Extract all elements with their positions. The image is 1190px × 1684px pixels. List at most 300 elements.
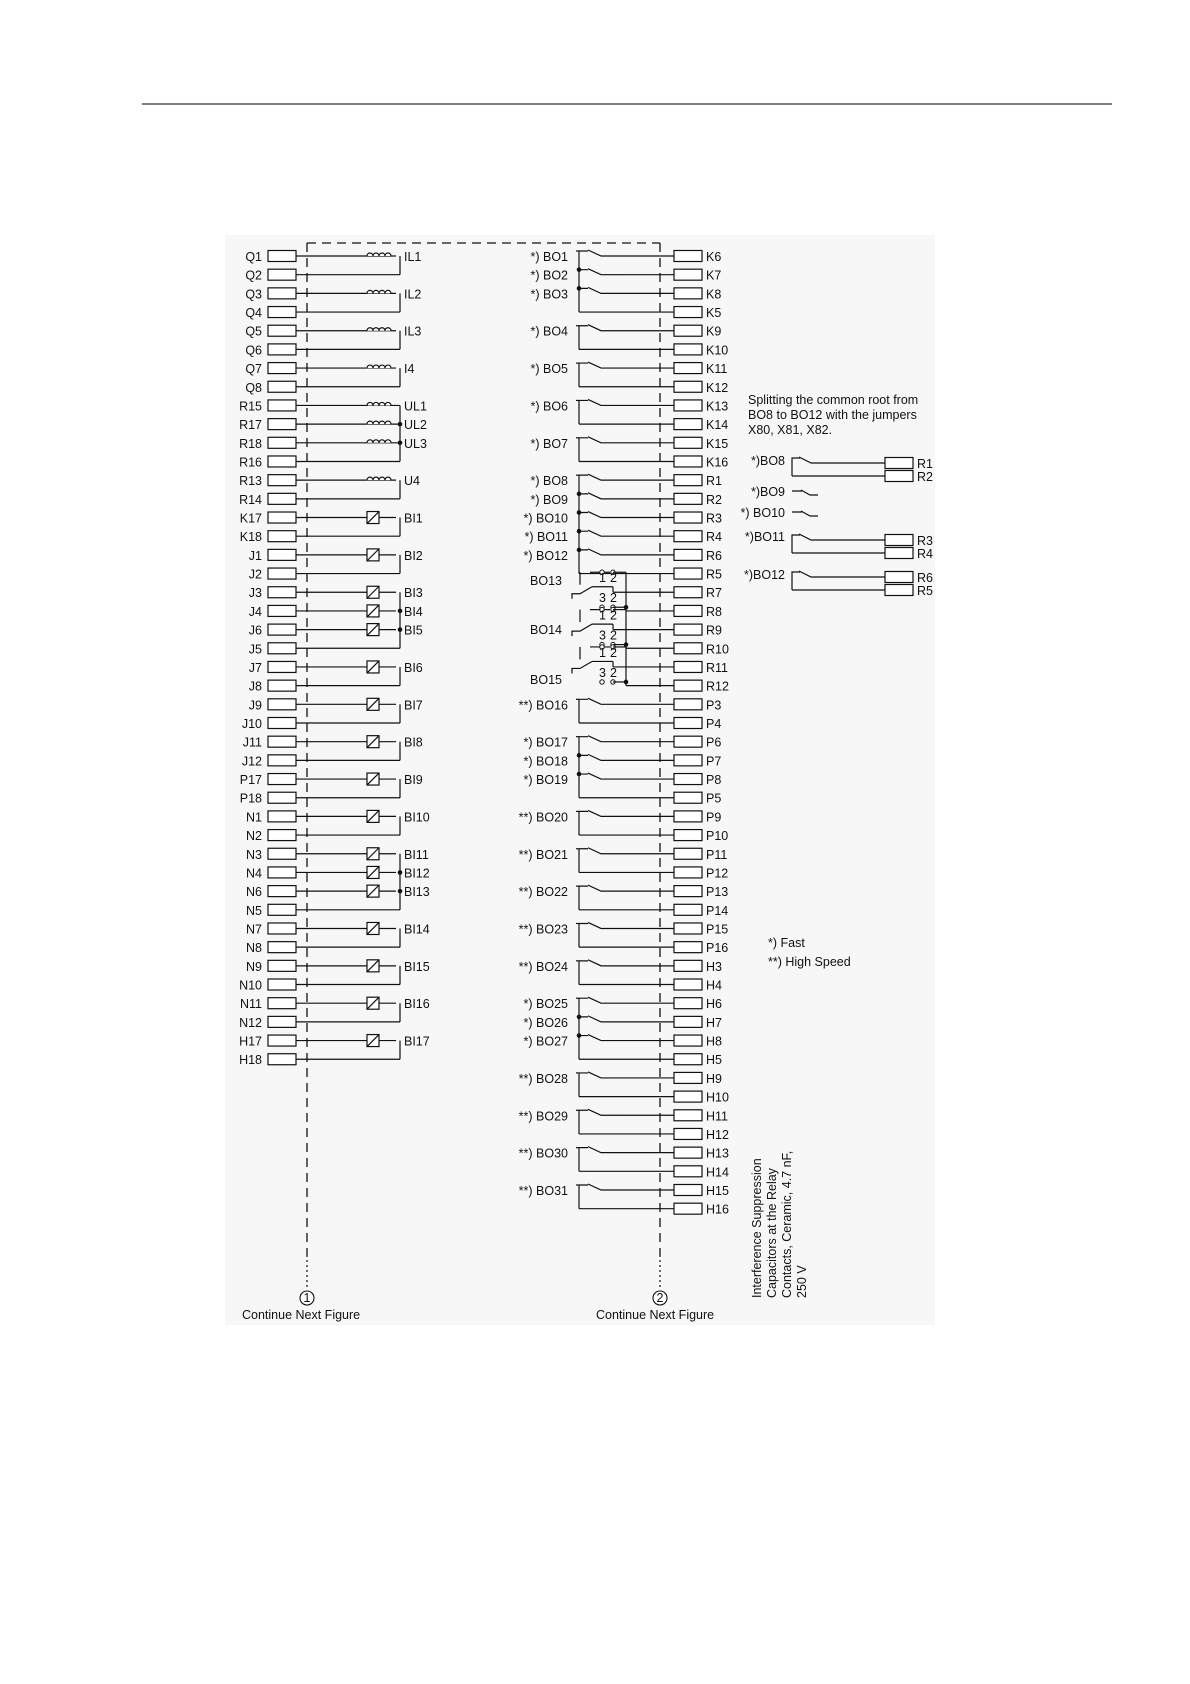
input-label: BI9 bbox=[404, 773, 423, 788]
input-label: BI12 bbox=[404, 866, 430, 881]
terminal-box bbox=[674, 493, 702, 504]
output-label bbox=[530, 269, 568, 283]
output-label bbox=[524, 512, 569, 526]
output-label bbox=[519, 922, 568, 936]
terminal-label: K8 bbox=[706, 287, 722, 302]
terminal-label: N4 bbox=[246, 866, 262, 881]
output-name: BO25 bbox=[536, 997, 568, 1012]
input-label: BI5 bbox=[404, 623, 423, 638]
terminal-box bbox=[268, 661, 296, 672]
input-label: BI8 bbox=[404, 735, 423, 750]
output-name: BO10 bbox=[536, 511, 568, 526]
jumper-pin-label: 3 bbox=[599, 591, 606, 606]
output-label bbox=[519, 1147, 568, 1161]
terminal-label: K5 bbox=[706, 306, 722, 321]
terminal-box bbox=[674, 755, 702, 766]
output-label bbox=[524, 549, 569, 563]
output-label: BO13 bbox=[530, 574, 562, 588]
output-label bbox=[524, 1035, 569, 1049]
junction-dot bbox=[624, 642, 629, 647]
terminal-box bbox=[674, 1166, 702, 1177]
terminal-box bbox=[268, 1016, 296, 1027]
terminal-box bbox=[268, 605, 296, 616]
terminal-label: N6 bbox=[246, 885, 262, 900]
terminal-box bbox=[674, 718, 702, 729]
jumper-pin-label: 3 bbox=[599, 665, 606, 680]
jumper-pin-label: 1 bbox=[599, 608, 606, 623]
jumper-pin-label: 2 bbox=[610, 665, 617, 680]
terminal-label: H3 bbox=[706, 959, 722, 974]
terminal-box bbox=[268, 363, 296, 374]
terminal-label: Q3 bbox=[245, 287, 262, 302]
terminal-box bbox=[268, 437, 296, 448]
input-label: BI13 bbox=[404, 885, 430, 900]
terminal-label: K17 bbox=[239, 511, 262, 526]
terminal-box bbox=[268, 568, 296, 579]
input-label: U4 bbox=[404, 474, 420, 489]
terminal-label: P10 bbox=[706, 829, 729, 844]
terminal-box bbox=[268, 269, 296, 280]
terminal-box bbox=[268, 493, 296, 504]
input-label: UL1 bbox=[404, 399, 427, 414]
terminal-box bbox=[268, 288, 296, 299]
terminal-box bbox=[268, 549, 296, 560]
terminal-label: H8 bbox=[706, 1034, 722, 1049]
terminal-label: P8 bbox=[706, 773, 722, 788]
terminal-label: R6 bbox=[706, 548, 722, 563]
terminal-box bbox=[268, 811, 296, 822]
terminal-box bbox=[268, 923, 296, 934]
output-prefix: *) bbox=[530, 287, 543, 302]
terminal-label: K6 bbox=[706, 250, 722, 264]
terminal-label: P9 bbox=[706, 810, 722, 825]
input-label: UL2 bbox=[404, 418, 427, 433]
terminal-box bbox=[674, 1035, 702, 1046]
terminal-box bbox=[674, 456, 702, 467]
output-name: BO2 bbox=[542, 268, 568, 283]
input-label: IL3 bbox=[404, 324, 422, 339]
output-prefix: **) bbox=[518, 1109, 537, 1124]
terminal-label: J1 bbox=[248, 548, 262, 563]
output-prefix: *) bbox=[524, 530, 537, 545]
output-label bbox=[530, 493, 568, 507]
jumper-pin-label: 3 bbox=[599, 628, 606, 643]
terminal-label: H14 bbox=[706, 1165, 729, 1180]
terminal-box bbox=[674, 549, 702, 560]
terminal-box bbox=[674, 381, 702, 392]
terminal-label: K11 bbox=[706, 362, 728, 377]
output-label bbox=[519, 1184, 568, 1198]
output-label bbox=[530, 399, 568, 413]
terminal-label: Q6 bbox=[245, 343, 262, 358]
terminal-box bbox=[674, 1054, 702, 1065]
terminal-label: K9 bbox=[706, 324, 722, 339]
output-name: BO6 bbox=[542, 399, 568, 414]
output-name: BO30 bbox=[536, 1146, 568, 1161]
terminal-label: H13 bbox=[706, 1146, 729, 1161]
output-prefix: *) bbox=[530, 492, 543, 507]
terminal-box bbox=[268, 848, 296, 859]
output-label bbox=[530, 362, 568, 376]
input-label: BI2 bbox=[404, 548, 423, 563]
terminal-label: P6 bbox=[706, 735, 722, 750]
capacitor-note-line: Interference Suppression bbox=[750, 1158, 764, 1298]
terminal-label: N2 bbox=[246, 829, 262, 844]
terminal-label: H6 bbox=[706, 997, 722, 1012]
marker-number: 2 bbox=[656, 1291, 664, 1305]
junction-dot bbox=[398, 422, 403, 427]
terminal-label: H15 bbox=[706, 1184, 729, 1198]
terminal-box bbox=[674, 736, 702, 747]
output-name: BO20 bbox=[536, 810, 568, 825]
junction-dot bbox=[624, 680, 629, 685]
jumper-pin-label: 2 bbox=[610, 628, 617, 643]
terminal-box bbox=[268, 867, 296, 878]
output-name: BO5 bbox=[542, 362, 568, 377]
terminal-label: J11 bbox=[242, 735, 262, 750]
terminal-box bbox=[268, 960, 296, 971]
terminal-box bbox=[268, 736, 296, 747]
output-name: BO29 bbox=[536, 1109, 568, 1124]
split-output-label: *)BO9 bbox=[750, 485, 785, 499]
output-name: BO24 bbox=[536, 959, 568, 974]
output-label bbox=[530, 437, 568, 451]
terminal-label: R14 bbox=[239, 492, 262, 507]
terminal-box bbox=[885, 458, 913, 469]
split-output-label: *)BO12 bbox=[744, 568, 785, 582]
output-prefix: *) bbox=[523, 997, 537, 1012]
output-prefix: **) bbox=[518, 885, 537, 900]
terminal-box bbox=[885, 585, 913, 596]
terminal-box bbox=[885, 548, 913, 559]
terminal-label: R5 bbox=[706, 567, 722, 582]
terminal-label: J6 bbox=[248, 623, 262, 638]
terminal-label: J5 bbox=[248, 642, 262, 657]
terminal-label: J4 bbox=[248, 604, 262, 619]
junction-dot bbox=[398, 627, 403, 632]
terminal-label: K12 bbox=[706, 380, 729, 395]
terminal-box bbox=[674, 904, 702, 915]
terminal-box bbox=[674, 531, 702, 542]
marker-number: 1 bbox=[303, 1291, 311, 1305]
terminal-box bbox=[268, 830, 296, 841]
terminal-box bbox=[674, 419, 702, 430]
output-prefix: **) bbox=[518, 810, 537, 825]
terminal-label: R7 bbox=[706, 586, 722, 601]
terminal-box bbox=[268, 456, 296, 467]
terminal-label: P18 bbox=[239, 791, 262, 806]
terminal-box bbox=[674, 269, 702, 280]
terminal-box bbox=[674, 251, 702, 262]
terminal-box bbox=[268, 774, 296, 785]
terminal-label: P11 bbox=[706, 847, 728, 862]
output-name: BO11 bbox=[536, 530, 568, 545]
terminal-box bbox=[674, 512, 702, 523]
output-label bbox=[519, 810, 568, 824]
split-output-label: *)BO8 bbox=[750, 454, 785, 468]
terminal-label: R18 bbox=[239, 436, 262, 451]
terminal-box bbox=[268, 307, 296, 318]
terminal-box bbox=[674, 774, 702, 785]
input-label: BI7 bbox=[404, 698, 423, 713]
output-name: BO31 bbox=[536, 1184, 568, 1198]
terminal-box bbox=[885, 535, 913, 546]
output-label bbox=[524, 530, 568, 544]
terminal-label: H12 bbox=[706, 1127, 729, 1142]
terminal-label: N1 bbox=[246, 810, 262, 825]
input-label: BI4 bbox=[404, 604, 423, 619]
split-output-label: *)BO11 bbox=[744, 530, 785, 544]
output-label bbox=[524, 773, 569, 787]
terminal-label: J2 bbox=[248, 567, 262, 582]
terminal-label: P12 bbox=[706, 866, 729, 881]
terminal-label: K14 bbox=[706, 418, 729, 433]
output-label: BO14 bbox=[530, 623, 562, 637]
continue-label: Continue Next Figure bbox=[596, 1308, 715, 1322]
terminal-box bbox=[674, 680, 702, 691]
terminal-box bbox=[268, 344, 296, 355]
terminal-label: N9 bbox=[246, 959, 262, 974]
terminal-label: P13 bbox=[706, 885, 729, 900]
output-name: BO3 bbox=[542, 287, 568, 302]
input-label: BI3 bbox=[404, 586, 423, 601]
terminal-box bbox=[268, 643, 296, 654]
terminal-box bbox=[674, 923, 702, 934]
terminal-label: P15 bbox=[706, 922, 729, 937]
terminal-label: R4 bbox=[917, 547, 933, 561]
terminal-label: H11 bbox=[706, 1109, 729, 1124]
terminal-label: H4 bbox=[706, 978, 722, 993]
terminal-box bbox=[674, 400, 702, 411]
terminal-label: R1 bbox=[917, 457, 933, 471]
splitting-note-line: BO8 to BO12 with the jumpers bbox=[748, 408, 917, 422]
terminal-box bbox=[674, 699, 702, 710]
output-label bbox=[524, 736, 569, 750]
output-label: BO15 bbox=[530, 673, 562, 687]
terminal-box bbox=[268, 512, 296, 523]
input-label: UL3 bbox=[404, 436, 427, 451]
terminal-box bbox=[674, 1185, 702, 1196]
terminal-label: N11 bbox=[239, 997, 262, 1012]
terminal-label: R2 bbox=[917, 470, 933, 484]
input-label: BI10 bbox=[404, 810, 430, 825]
junction-dot bbox=[398, 441, 403, 446]
output-label bbox=[519, 1072, 568, 1086]
input-label: BI16 bbox=[404, 997, 430, 1012]
terminal-box bbox=[268, 718, 296, 729]
terminal-label: Q7 bbox=[245, 362, 262, 377]
terminal-label: R6 bbox=[917, 571, 933, 585]
output-label bbox=[530, 250, 568, 264]
output-label bbox=[519, 698, 568, 712]
terminal-box bbox=[674, 998, 702, 1009]
terminal-box bbox=[674, 475, 702, 486]
terminal-box bbox=[674, 886, 702, 897]
jumper-pin-label: 1 bbox=[599, 645, 606, 660]
terminal-label: N10 bbox=[239, 978, 262, 993]
input-label: IL1 bbox=[404, 250, 422, 264]
terminal-box bbox=[674, 1128, 702, 1139]
output-name: BO22 bbox=[536, 885, 568, 900]
input-label: BI14 bbox=[404, 922, 430, 937]
input-label: BI1 bbox=[404, 511, 423, 526]
capacitor-note-line: 250 V bbox=[795, 1265, 809, 1298]
output-label bbox=[524, 1016, 569, 1030]
terminal-label: R13 bbox=[239, 474, 262, 489]
terminal-box bbox=[674, 942, 702, 953]
terminal-box bbox=[268, 792, 296, 803]
terminal-box bbox=[268, 624, 296, 635]
output-label bbox=[530, 474, 568, 488]
terminal-box bbox=[674, 792, 702, 803]
terminal-box bbox=[674, 363, 702, 374]
output-label bbox=[519, 1109, 568, 1123]
terminal-label: R10 bbox=[706, 642, 729, 657]
output-name: BO18 bbox=[536, 754, 568, 769]
terminal-label: N5 bbox=[246, 903, 262, 918]
terminal-label: P4 bbox=[706, 717, 722, 731]
terminal-box bbox=[674, 1016, 702, 1027]
terminal-box bbox=[885, 572, 913, 583]
terminal-label: H9 bbox=[706, 1071, 722, 1086]
terminal-label: R15 bbox=[239, 399, 262, 414]
terminal-label: K18 bbox=[239, 530, 262, 545]
junction-dot bbox=[398, 889, 403, 894]
terminal-box bbox=[674, 848, 702, 859]
terminal-box bbox=[674, 1110, 702, 1121]
output-prefix: *) bbox=[530, 268, 543, 283]
output-prefix: *) bbox=[523, 548, 537, 563]
terminal-label: J12 bbox=[241, 754, 262, 769]
jumper-pin-label: 1 bbox=[599, 571, 606, 586]
terminal-label: R2 bbox=[706, 492, 722, 507]
terminal-label: P7 bbox=[706, 754, 722, 769]
terminal-box bbox=[268, 680, 296, 691]
output-label bbox=[530, 325, 568, 339]
terminal-box bbox=[674, 605, 702, 616]
splitting-note-line: X80, X81, X82. bbox=[748, 423, 833, 437]
terminal-label: R1 bbox=[706, 474, 722, 489]
output-prefix: **) bbox=[518, 959, 537, 974]
terminal-box bbox=[674, 960, 702, 971]
output-prefix: *) bbox=[530, 324, 543, 339]
terminal-label: N12 bbox=[239, 1015, 262, 1030]
terminal-box bbox=[674, 307, 702, 318]
terminal-box bbox=[674, 661, 702, 672]
output-label bbox=[524, 754, 569, 768]
output-name: BO9 bbox=[542, 492, 568, 507]
output-name: BO8 bbox=[542, 474, 568, 489]
terminal-box bbox=[674, 1203, 702, 1214]
legend-entry: **) High Speed bbox=[768, 955, 851, 969]
terminal-label: K16 bbox=[706, 455, 729, 470]
terminal-box bbox=[674, 325, 702, 336]
terminal-label: H17 bbox=[239, 1034, 262, 1049]
input-label: BI6 bbox=[404, 660, 423, 675]
terminal-label: Q8 bbox=[245, 380, 262, 395]
terminal-box bbox=[268, 979, 296, 990]
output-label bbox=[519, 960, 568, 974]
terminal-box bbox=[268, 400, 296, 411]
terminal-label: P17 bbox=[239, 773, 262, 788]
terminal-label: Q4 bbox=[245, 306, 262, 321]
terminal-box bbox=[674, 1091, 702, 1102]
output-prefix: **) bbox=[518, 698, 537, 713]
output-name: BO12 bbox=[536, 548, 568, 563]
jumper-pin-label: 2 bbox=[610, 591, 617, 606]
terminal-label: P16 bbox=[706, 941, 729, 956]
terminal-box bbox=[674, 979, 702, 990]
terminal-box bbox=[674, 288, 702, 299]
output-name: BO19 bbox=[536, 773, 568, 788]
terminal-label: H5 bbox=[706, 1053, 722, 1068]
terminal-box bbox=[268, 419, 296, 430]
terminal-label: K10 bbox=[706, 343, 729, 358]
output-name: BO1 bbox=[542, 250, 568, 264]
output-name: BO4 bbox=[542, 324, 568, 339]
output-label bbox=[519, 848, 568, 862]
terminal-label: J9 bbox=[248, 698, 262, 713]
terminal-box bbox=[674, 811, 702, 822]
terminal-label: R4 bbox=[706, 530, 722, 545]
terminal-label: Q5 bbox=[245, 324, 262, 339]
terminal-box bbox=[268, 942, 296, 953]
output-prefix: **) bbox=[518, 922, 537, 937]
terminal-box bbox=[268, 475, 296, 486]
legend-entry: *) Fast bbox=[768, 936, 805, 950]
terminal-box bbox=[268, 531, 296, 542]
output-label bbox=[519, 885, 568, 899]
terminal-box bbox=[885, 471, 913, 482]
terminal-label: H10 bbox=[706, 1090, 729, 1105]
output-prefix: *) bbox=[530, 250, 543, 264]
output-label bbox=[524, 997, 569, 1011]
terminal-label: K13 bbox=[706, 399, 729, 414]
terminal-label: R12 bbox=[706, 679, 729, 694]
jumper-pin-label: 2 bbox=[610, 571, 617, 586]
terminal-label: P14 bbox=[706, 903, 729, 918]
output-prefix: *) bbox=[530, 362, 543, 377]
jumper-pin-label: 2 bbox=[610, 645, 617, 660]
terminal-label: P5 bbox=[706, 791, 722, 806]
terminal-label: N7 bbox=[246, 922, 262, 937]
terminal-label: Q1 bbox=[245, 250, 262, 264]
output-name: BO17 bbox=[536, 735, 568, 750]
output-prefix: *) bbox=[530, 399, 543, 414]
terminal-box bbox=[268, 755, 296, 766]
terminal-label: H18 bbox=[239, 1053, 262, 1068]
output-prefix: *) bbox=[530, 436, 543, 451]
terminal-box bbox=[268, 904, 296, 915]
output-prefix: **) bbox=[518, 1146, 537, 1161]
terminal-box bbox=[674, 568, 702, 579]
terminal-box bbox=[268, 381, 296, 392]
junction-dot bbox=[398, 609, 403, 614]
junction-dot bbox=[398, 870, 403, 875]
output-prefix: **) bbox=[518, 1184, 537, 1198]
terminal-box bbox=[674, 830, 702, 841]
terminal-label: N8 bbox=[246, 941, 262, 956]
terminal-box bbox=[674, 867, 702, 878]
junction-dot bbox=[624, 605, 629, 610]
output-name: BO28 bbox=[536, 1071, 568, 1086]
terminal-label: R9 bbox=[706, 623, 722, 638]
output-prefix: *) bbox=[523, 754, 537, 769]
terminal-box bbox=[674, 1147, 702, 1158]
terminal-box bbox=[268, 587, 296, 598]
terminal-box bbox=[674, 624, 702, 635]
terminal-label: P3 bbox=[706, 698, 722, 713]
